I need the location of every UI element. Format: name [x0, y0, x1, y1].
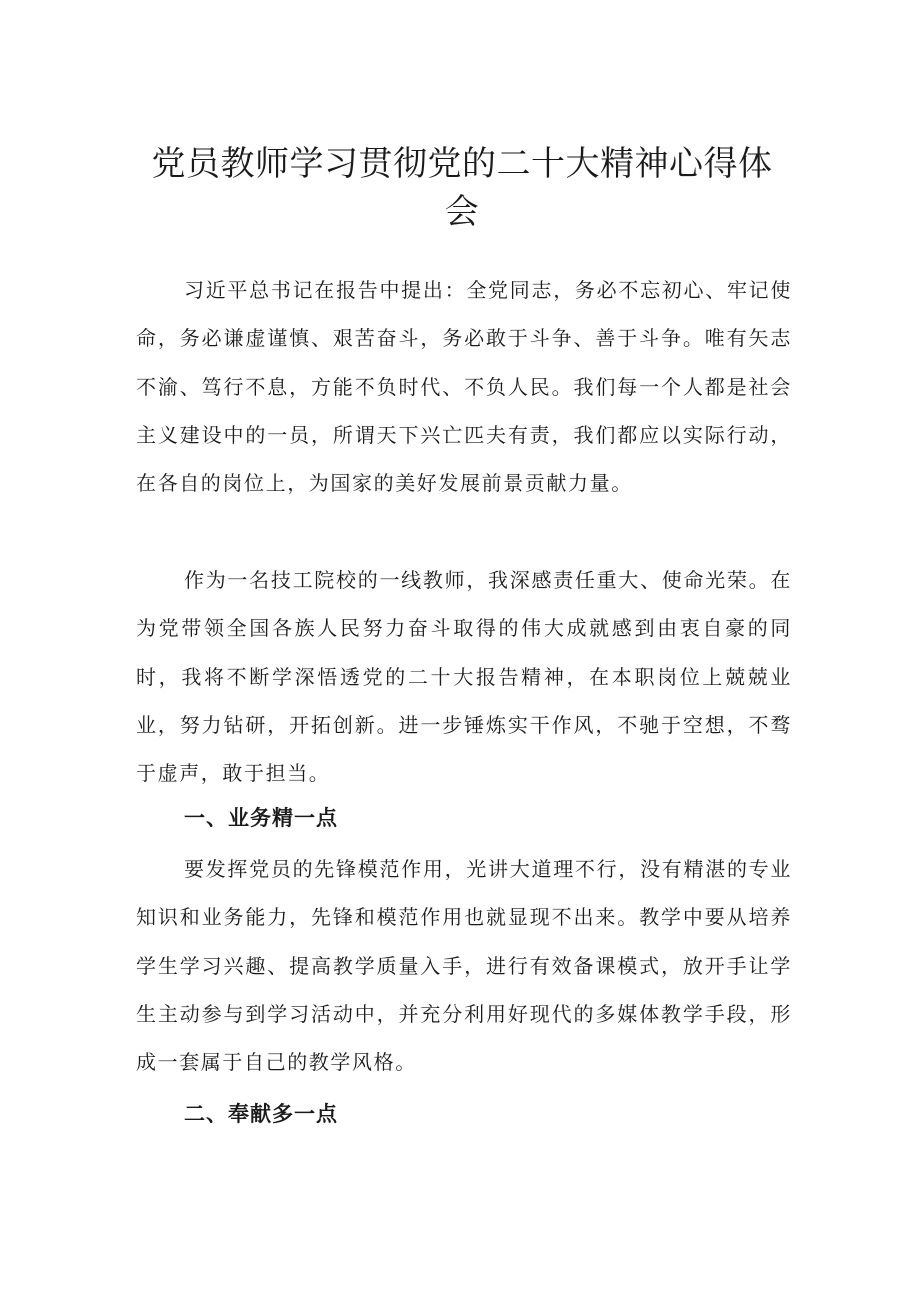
document-title: 党员教师学习贯彻党的二十大精神心得体会 [151, 144, 773, 232]
teacher-responsibility-paragraph: 作为一名技工院校的一线教师，我深感责任重大、使命光荣。在为党带领全国各族人民努力奋斗取得的伟大成就感到由衷自豪的同时，我将不断学深悟透党的二十大报告精神，在本职岗位上兢兢业业，努力钻研，开拓创新。进一步锤炼实干作风，不驰于空想，不骛于虚声，敢于担当。 [136, 568, 792, 786]
section-paragraph-business: 要发挥党员的先锋模范作用，光讲大道理不行，没有精湛的专业知识和业务能力，先锋和模范作用也就显现不出来。教学中要从培养学生学习兴趣、提高教学质量入手，进行有效备课模式，放开手让学生主动参与到学习活动中，并充分利用好现代的多媒体教学手段，形成一套属于自己的教学风格。 [136, 857, 792, 1075]
intro-paragraph: 习近平总书记在报告中提出：全党同志，务必不忘初心、牢记使命，务必谦虚谨慎、艰苦奋斗，务必敢于斗争、善于斗争。唯有矢志不渝、笃行不息，方能不负时代、不负人民。我们每一个人都是社会主义建设中的一员，所谓天下兴亡匹夫有责，我们都应以实际行动，在各自的岗位上，为国家的美好发展前景贡献力量。 [136, 278, 792, 496]
section-heading-dedication: 二、奉献多一点 [184, 1102, 338, 1126]
section-heading-business: 一、业务精一点 [184, 806, 338, 830]
